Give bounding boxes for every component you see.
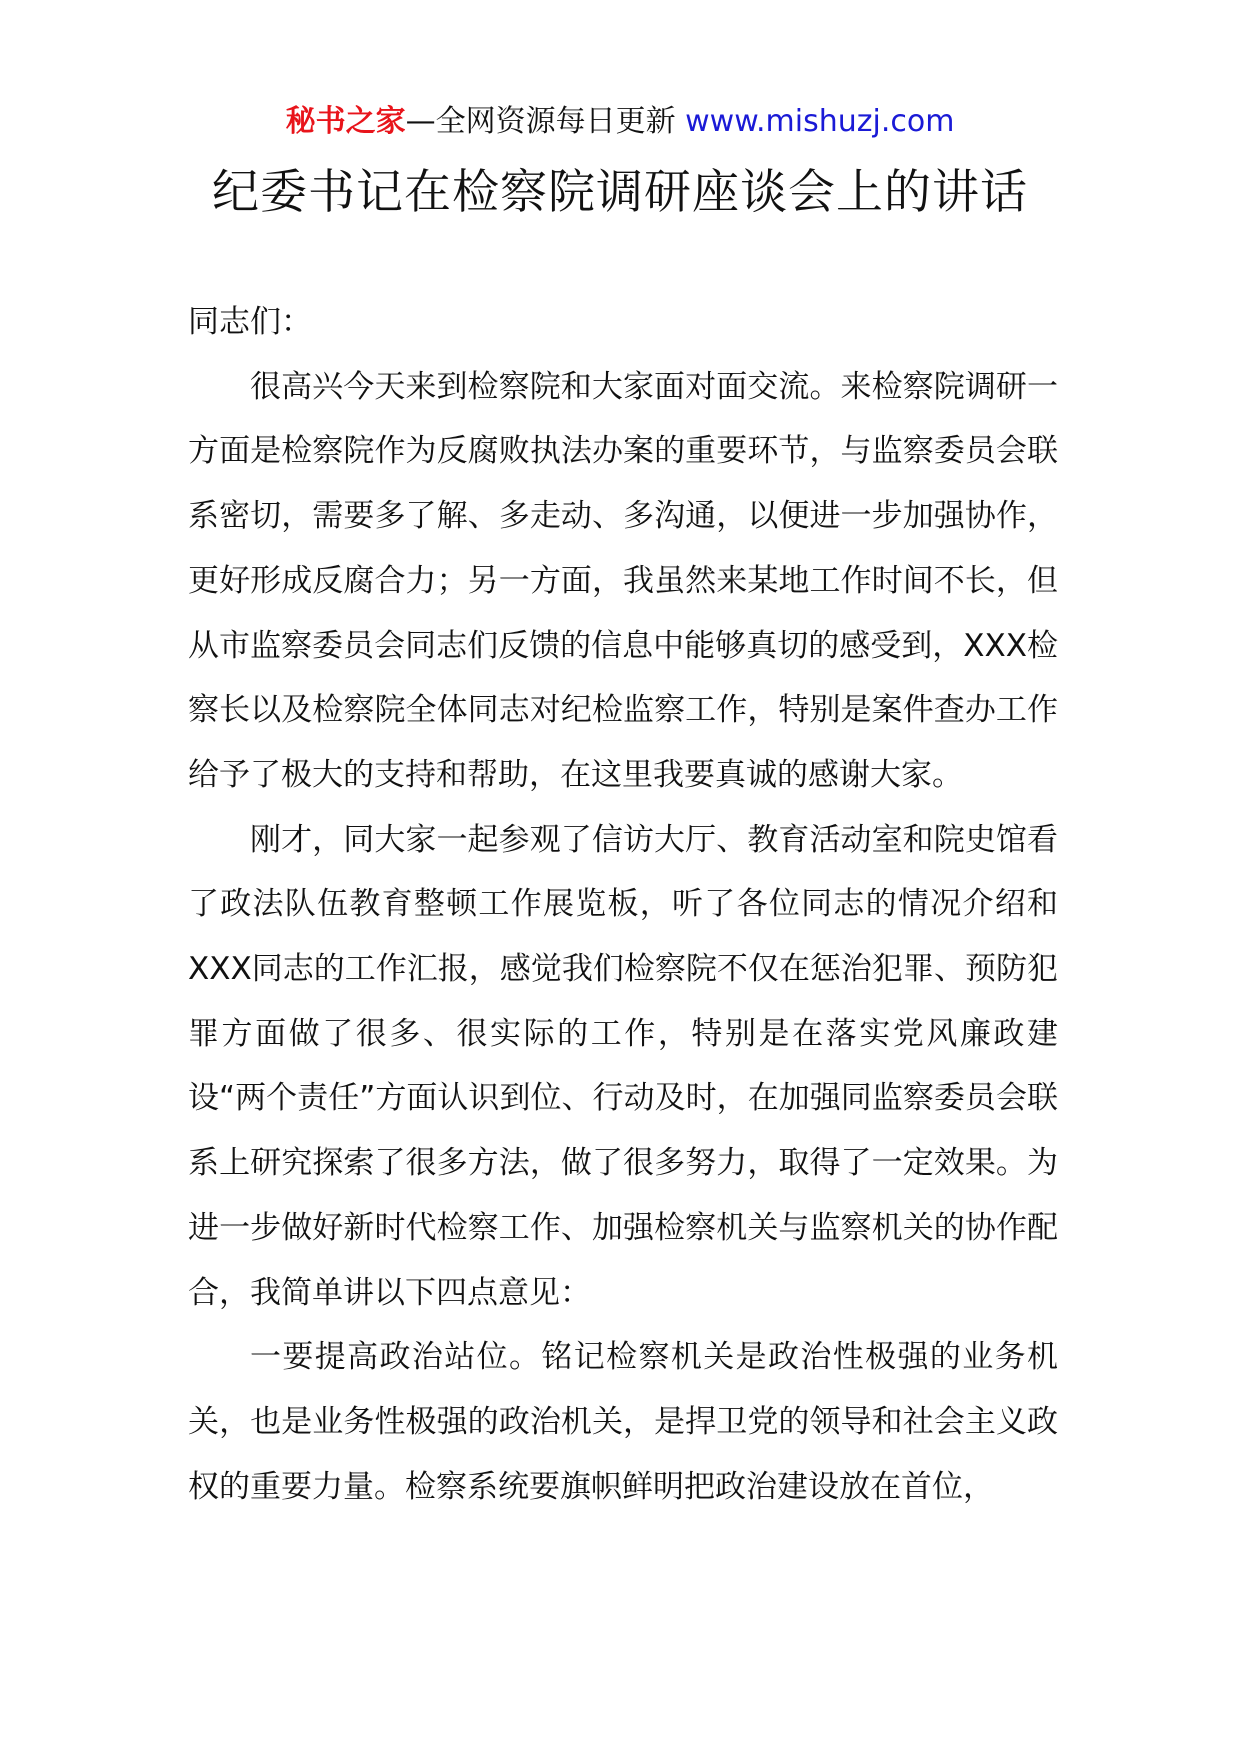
- paragraph: 刚才，同大家一起参观了信访大厅、教育活动室和院史馆看了政法队伍教育整顿工作展览板，听了各位同志的情况介绍和XXX同志的工作汇报，感觉我们检察院不仅在惩治犯罪、预防犯罪方面做了很多、很实际的工作，特别是在落实党风廉政建设“两个责任”方面认识到位、行动及时，在加强同监察委员会联系上研究探索了很多方法，做了很多努力，取得了一定效果。为进一步做好新时代检察工作、加强检察机关与监察机关的协作配合，我简单讲以下四点意见：: [188, 821, 1058, 1311]
- brand-tagline: —全网资源每日更新: [405, 104, 676, 139]
- paragraph: 一要提高政治站位。铭记检察机关是政治性极强的业务机关，也是业务性极强的政治机关，是捍卫党的领导和社会主义政权的重要力量。检察系统要旗帜鲜明把政治建设放在首位，: [188, 1339, 1058, 1505]
- site-url-link[interactable]: www.mishuzj.com: [685, 104, 955, 139]
- paragraph: 很高兴今天来到检察院和大家面对面交流。来检察院调研一方面是检察院作为反腐败执法办案的重要环节，与监察委员会联系密切，需要多了解、多走动、多沟通，以便进一步加强协作，更好形成反腐合力；另一方面，我虽然来某地工作时间不长，但从市监察委员会同志们反馈的信息中能够真切的感受到，XXX检察长以及检察院全体同志对纪检监察工作，特别是案件查办工作给予了极大的支持和帮助，在这里我要真诚的感谢大家。: [188, 368, 1058, 793]
- document-title: 纪委书记在检察院调研座谈会上的讲话: [212, 165, 1028, 220]
- brand-name: 秘书之家: [285, 104, 406, 139]
- salutation: 同志们：: [188, 304, 312, 340]
- site-banner: [0, 100, 1240, 144]
- document-body: [188, 290, 1058, 1519]
